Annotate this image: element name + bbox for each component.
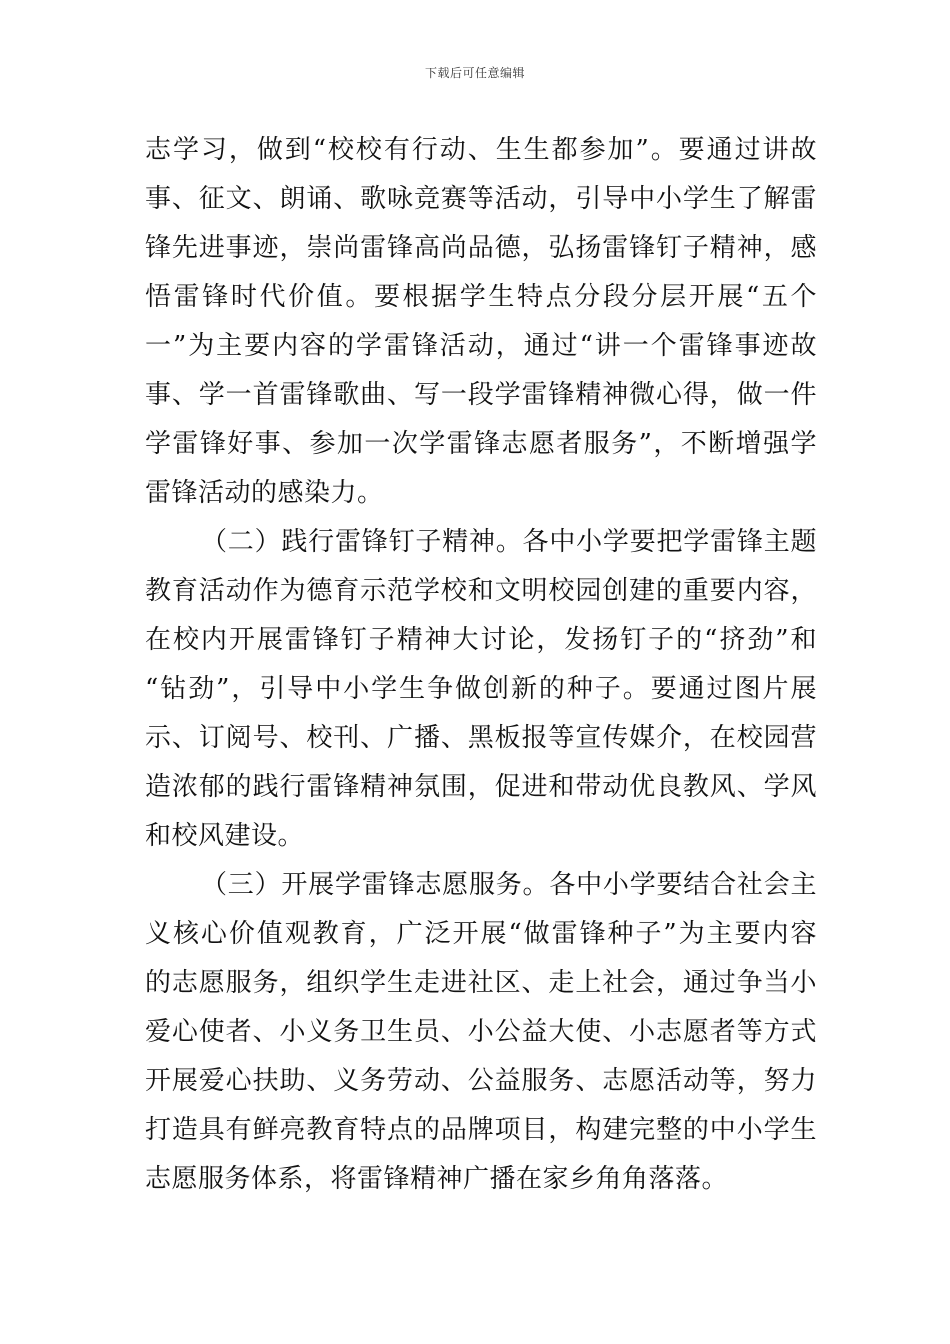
text-line: 一”为主要内容的学雷锋活动，通过“讲一个雷锋事迹故 <box>145 331 817 361</box>
paragraph-heading-3: （三）开展学雷锋志愿服务。各中小学要结合社会主 <box>201 870 817 900</box>
text-line: 和校风建设。 <box>145 821 305 851</box>
text-line: 示、订阅号、校刊、广播、黑板报等宣传媒介，在校园营 <box>145 723 817 753</box>
text-line: 义核心价值观教育，广泛开展“做雷锋种子”为主要内容 <box>145 919 817 949</box>
text-line: 雷锋活动的感染力。 <box>145 478 384 508</box>
text-line: 教育活动作为德育示范学校和文明校园创建的重要内容， <box>145 576 817 606</box>
text-line: 学雷锋好事、参加一次学雷锋志愿者服务”，不断增强学 <box>145 429 817 459</box>
text-line: 锋先进事迹，崇尚雷锋高尚品德，弘扬雷锋钉子精神，感 <box>145 233 817 263</box>
text-line: 爱心使者、小义务卫生员、小公益大使、小志愿者等方式 <box>145 1017 817 1047</box>
text-line: 造浓郁的践行雷锋精神氛围，促进和带动优良教风、学风 <box>145 772 817 802</box>
page-header: 下载后可任意编辑 <box>424 66 525 80</box>
text-line: 事、征文、朗诵、歌咏竞赛等活动，引导中小学生了解雷 <box>145 184 817 214</box>
text-line: 开展爱心扶助、义务劳动、公益服务、志愿活动等，努力 <box>145 1066 817 1096</box>
text-line: 打造具有鲜亮教育特点的品牌项目，构建完整的中小学生 <box>145 1115 817 1145</box>
text-line: 的志愿服务，组织学生走进社区、走上社会，通过争当小 <box>145 968 817 998</box>
paragraph-heading-2: （二）践行雷锋钉子精神。各中小学要把学雷锋主题 <box>201 527 817 557</box>
text-line: “钻劲”，引导中小学生争做创新的种子。要通过图片展 <box>145 674 817 704</box>
text-line: 悟雷锋时代价值。要根据学生特点分段分层开展“五个 <box>145 282 817 312</box>
document-body <box>145 126 817 1204</box>
text-line: 事、学一首雷锋歌曲、写一段学雷锋精神微心得，做一件 <box>145 380 817 410</box>
text-line: 在校内开展雷锋钉子精神大讨论，发扬钉子的“挤劲”和 <box>145 625 817 655</box>
text-line: 志学习，做到“校校有行动、生生都参加”。要通过讲故 <box>145 135 817 165</box>
text-line: 志愿服务体系，将雷锋精神广播在家乡角角落落。 <box>145 1164 729 1194</box>
